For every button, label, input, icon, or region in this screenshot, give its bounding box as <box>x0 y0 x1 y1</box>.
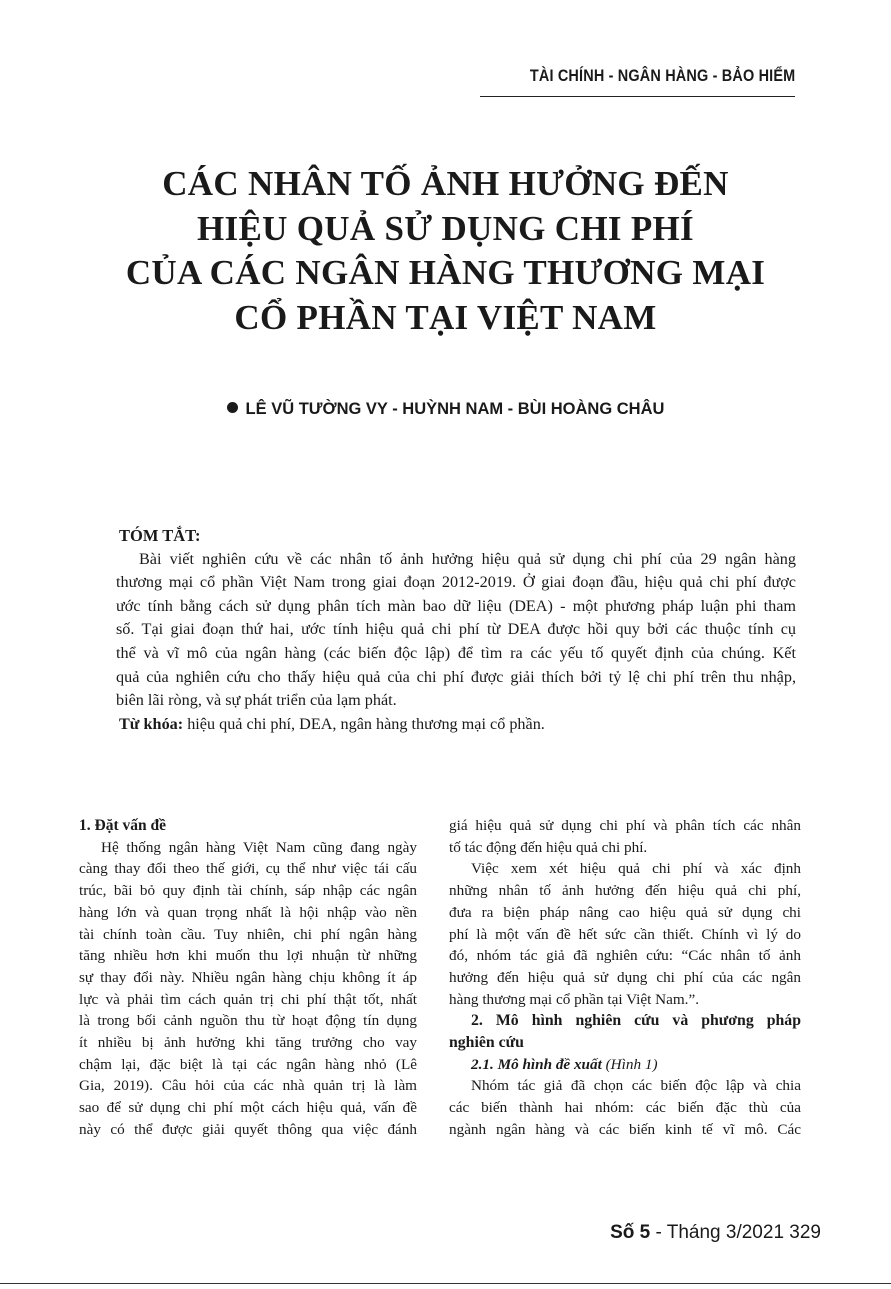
text-line: thể và vĩ mô của ngân hàng (các biến độc lập) để tìm ra các yếu tố quyết định của chúng. Kết <box>116 643 796 662</box>
journal-section-header: TÀI CHÍNH - NGÂN HÀNG - BẢO HIỂM <box>529 66 795 85</box>
section-heading: nghiên cứu <box>449 1034 524 1052</box>
text-line: giá hiệu quả sử dụng chi phí và phân tích các nhân <box>449 817 801 834</box>
section-heading: 2. Mô hình nghiên cứu và phương pháp <box>471 1012 801 1030</box>
text-line: Nhóm tác giả đã chọn các biến độc lập và chia <box>471 1077 801 1095</box>
text-line: là trong bối cảnh nguồn thu từ hoạt động tín dụng <box>79 1012 417 1030</box>
text-line: Gia, 2019). Câu hỏi của các nhà quản trị là làm <box>79 1077 417 1095</box>
text-line: ngành ngân hàng và các biến kinh tế vĩ mô. Các <box>449 1120 801 1138</box>
issue-number: Số 5 <box>610 1222 651 1243</box>
title-line: CỦA CÁC NGÂN HÀNG THƯƠNG MẠI <box>125 253 766 292</box>
text-line: Bài viết nghiên cứu về các nhân tố ảnh hưởng hiệu quả sử dụng chi phí của 29 ngân hàng <box>139 549 796 568</box>
authors <box>0 400 891 419</box>
text-line: trúc, bãi bỏ quy định tài chính, sáp nhập các ngân <box>79 882 417 900</box>
keywords <box>116 713 796 737</box>
text-line: các biến thành hai nhóm: các biến đặc thù của <box>449 1099 801 1117</box>
text-line: tăng nhiều hơn khi muốn thu lợi nhuận từ những <box>79 947 417 965</box>
page-number: 329 <box>789 1222 821 1243</box>
text-line: càng thay đổi theo thế giới, cụ thể như việc tái cấu <box>79 860 417 878</box>
bottom-divider <box>0 1283 891 1284</box>
subsection-heading <box>449 1054 801 1076</box>
text-line: sao để sử dụng chi phí một cách hiệu quả, vấn đề <box>79 1099 417 1117</box>
text-line: chậm lại, đặc biệt là tại các ngân hàng nhỏ (Lê <box>79 1055 417 1073</box>
text-line: đó, nhóm tác giả đã nghiên cứu: “Các nhân tố ảnh <box>449 947 801 965</box>
right-column <box>449 815 801 1141</box>
header-divider <box>480 96 795 97</box>
issue-date: - Tháng 3/2021 <box>650 1222 785 1243</box>
text-line: hàng thương mại cổ phần tại Việt Nam.”. <box>449 990 699 1008</box>
text-line: thương mại cổ phần Việt Nam trong giai đoạn 2012-2019. Ở giai đoạn đầu, hiệu quả chi phí được <box>116 573 796 592</box>
text-line: biên lãi ròng, và sự phát triển của lạm phát. <box>116 691 397 710</box>
left-column <box>79 815 417 1141</box>
keywords-label: Từ khóa: <box>119 714 184 733</box>
title-line: CỔ PHẦN TẠI VIỆT NAM <box>234 297 657 337</box>
section-heading: 1. Đặt vấn đề <box>79 817 166 834</box>
text-line: ít nhiều bị ảnh hưởng khi tăng trưởng cho vay <box>79 1034 417 1052</box>
keywords-text: hiệu quả chi phí, DEA, ngân hàng thương mại cổ phần. <box>183 714 545 733</box>
bullet-icon <box>227 402 238 413</box>
text-line: lực và phải tìm cách quản trị chi phí thật tốt, nhất <box>79 990 417 1008</box>
text-line: tài chính toàn cầu. Tuy nhiên, chi phí ngân hàng <box>79 925 417 943</box>
text-line: tố tác động đến hiệu quả chi phí. <box>449 838 648 856</box>
subsection-title: 2.1. Mô hình đề xuất <box>471 1055 602 1073</box>
text-line: đưa ra biện pháp nâng cao hiệu quả sử dụng chi <box>449 903 801 921</box>
text-line: hàng lớn và quan trọng nhất là hội nhập vào nền <box>79 903 417 921</box>
text-line: Hệ thống ngân hàng Việt Nam cũng đang ngày <box>101 838 417 856</box>
text-line: phí là một vấn đề hết sức cần thiết. Chính vì lý do <box>449 925 801 943</box>
abstract-heading: TÓM TẮT: <box>119 526 201 545</box>
text-line: sự thay đổi này. Nhiều ngân hàng chịu không ít áp <box>79 968 417 986</box>
text-line: Việc xem xét hiệu quả chi phí và xác định <box>471 860 801 878</box>
text-line: những nhân tố ảnh hưởng đến hiệu quả chi phí, <box>449 882 801 900</box>
text-line: ước tính bằng cách sử dụng phân tích màn bao dữ liệu (DEA) - một phương pháp luận phi tham <box>116 596 796 615</box>
figure-reference: (Hình 1) <box>601 1055 658 1073</box>
text-line: hưởng đến hiệu quả sử dụng chi phí của các ngân <box>449 968 801 986</box>
text-line: này có thể được giải quyết thông qua việc đánh <box>79 1120 417 1138</box>
title-line: CÁC NHÂN TỐ ẢNH HƯỞNG ĐẾN <box>162 164 729 203</box>
text-line: quả của nghiên cứu cho thấy hiệu quả của chi phí được giải thích bởi tỷ lệ chi phí trên thu nhập, <box>116 667 796 686</box>
text-line: số. Tại giai đoạn thứ hai, ước tính hiệu quả chi phí từ DEA được hồi quy bởi các thuộc tính cụ <box>116 620 796 639</box>
abstract <box>116 524 796 736</box>
author-names: LÊ VŨ TƯỜNG VY - HUỲNH NAM - BÙI HOÀNG CHÂU <box>245 400 665 418</box>
article-title <box>0 162 891 340</box>
page-footer <box>610 1222 821 1244</box>
title-line: HIỆU QUẢ SỬ DỤNG CHI PHÍ <box>197 208 694 248</box>
